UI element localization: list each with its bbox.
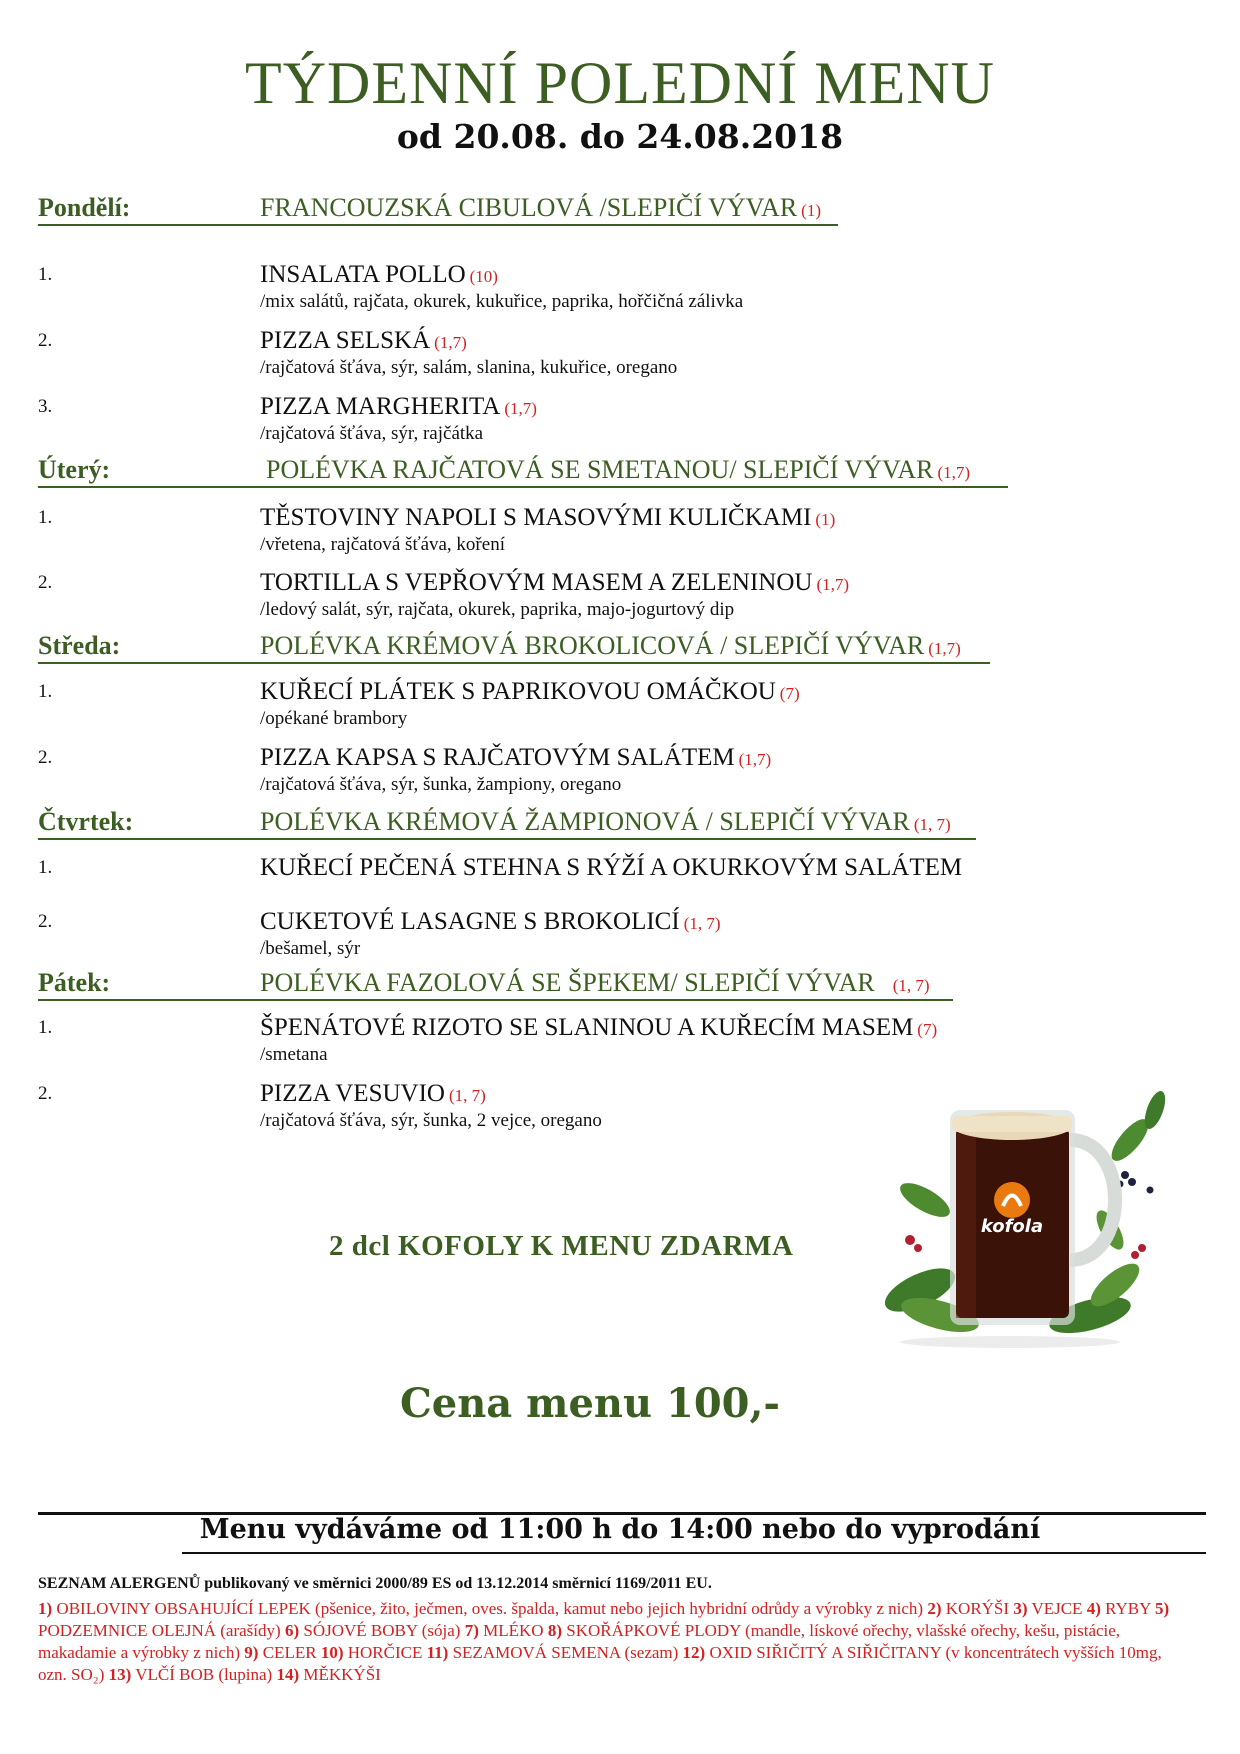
promo-text: 2 dcl KOFOLY K MENU ZDARMA	[329, 1230, 794, 1262]
day-soup: POLÉVKA RAJČATOVÁ SE SMETANOU/ SLEPIČÍ VÝVAR (1,7)	[266, 455, 971, 484]
day-underline	[38, 999, 953, 1001]
soup-allergens: (1,7)	[937, 463, 971, 482]
menu-item	[0, 853, 1240, 909]
item-description: /smetana	[260, 1044, 328, 1065]
allergen-list: 1) OBILOVINY OBSAHUJÍCÍ LEPEK (pšenice, žito, ječmen, oves. špalda, kamut nebo jejich hybridní odrůdy a výrobky z nich) 2) KORÝŠI 3) VEJCE 4) RYBY 5) PODZEMNICE OLEJNÁ (arašídy) 6) SÓJOVÉ BOBY (sója) 7) MLÉKO 8) SKOŘÁPKOVÉ PLODY (mandle, lískové ořechy, vlašské ořechy, kešu, pistácie, makadamie a výrobky z nich) 9) CELER 10) HORČICE 11) SEZAMOVÁ SEMENA (sezam) 12) OXID SIŘIČITÝ A SIŘIČITANY (v koncentrátech vyšších 10mg, ozn. SO₂) 13) VLČÍ BOB (lupina) 14) MĚKKÝŠI	[38, 1599, 1170, 1684]
item-number: 1.	[38, 857, 53, 878]
day-soup: POLÉVKA KRÉMOVÁ BROKOLICOVÁ / SLEPIČÍ VÝVAR (1,7)	[260, 631, 961, 660]
item-name: PIZZA MARGHERITA (1,7)	[260, 393, 537, 420]
item-allergens: (7)	[779, 684, 800, 703]
menu-date-range: od 20.08. do 24.08.2018	[396, 117, 844, 156]
item-name: TĚSTOVINY NAPOLI S MASOVÝMI KULIČKAMI (1)	[260, 504, 836, 531]
item-name: PIZZA SELSKÁ (1,7)	[260, 327, 467, 354]
day-underline	[38, 838, 976, 840]
menu-item	[0, 568, 1240, 624]
item-name: PIZZA KAPSA S RAJČATOVÝM SALÁTEM (1,7)	[260, 744, 772, 771]
item-description: /opékané brambory	[260, 708, 408, 729]
item-number: 2.	[38, 1083, 53, 1104]
item-description: /ledový salát, sýr, rajčata, okurek, paprika, majo-jogurtový dip	[260, 599, 735, 620]
day-underline	[38, 486, 1008, 488]
item-name: INSALATA POLLO (10)	[260, 261, 498, 288]
item-number: 3.	[38, 396, 53, 417]
item-name: KUŘECÍ PEČENÁ STEHNA S RÝŽÍ A OKURKOVÝM SALÁTEM	[260, 854, 963, 881]
menu-item	[0, 907, 1240, 963]
item-allergens: (7)	[917, 1020, 938, 1039]
day-name: Pondělí:	[38, 193, 131, 222]
menu-title: TÝDENNÍ POLEDNÍ MENU	[245, 50, 995, 116]
item-allergens: (10)	[469, 267, 498, 286]
item-number: 2.	[38, 572, 53, 593]
soup-allergens: (1)	[801, 201, 821, 220]
soup-allergens: (1,7)	[928, 639, 961, 658]
day-underline	[38, 224, 838, 226]
item-name: PIZZA VESUVIO (1, 7)	[260, 1080, 486, 1107]
menu-item	[0, 677, 1240, 733]
day-name: Úterý:	[38, 455, 111, 484]
day-header-thursday	[0, 807, 1240, 837]
menu-item	[0, 392, 1240, 448]
day-header-friday	[0, 968, 1240, 998]
menu-item	[0, 1013, 1240, 1069]
menu-item	[0, 743, 1240, 799]
item-allergens: (1, 7)	[683, 914, 721, 933]
menu-item	[0, 326, 1240, 382]
item-description: /rajčatová šťáva, sýr, šunka, žampiony, oregano	[260, 774, 622, 795]
item-description: /vřetena, rajčatová šťáva, koření	[260, 534, 505, 555]
soup-allergens: (1, 7)	[892, 976, 930, 995]
item-allergens: (1, 7)	[448, 1086, 486, 1105]
menu-item	[0, 503, 1240, 559]
item-number: 1.	[38, 264, 53, 285]
item-name: CUKETOVÉ LASAGNE S BROKOLICÍ (1, 7)	[260, 908, 721, 935]
item-number: 2.	[38, 911, 53, 932]
dark-berry-decoration	[1117, 1171, 1154, 1194]
day-soup: FRANCOUZSKÁ CIBULOVÁ /SLEPIČÍ VÝVAR (1)	[260, 193, 821, 222]
day-header-wednesday	[0, 631, 1240, 661]
item-number: 1.	[38, 507, 53, 528]
item-allergens: (1,7)	[434, 333, 467, 352]
item-number: 1.	[38, 1017, 53, 1038]
item-description: /bešamel, sýr	[260, 938, 361, 959]
item-description: /rajčatová šťáva, sýr, salám, slanina, kukuřice, oregano	[260, 357, 678, 378]
item-name: TORTILLA S VEPŘOVÝM MASEM A ZELENINOU (1,7)	[260, 569, 850, 596]
item-description: /mix salátů, rajčata, okurek, kukuřice, paprika, hořčičná zálivka	[260, 291, 744, 312]
day-name: Pátek:	[38, 968, 111, 997]
allergen-list-title: SEZNAM ALERGENŮ publikovaný ve směrnici 2000/89 ES od 13.12.2014 směrnicí 1169/2011 EU.	[38, 1575, 712, 1592]
soup-allergens: (1, 7)	[913, 815, 951, 834]
item-number: 1.	[38, 681, 53, 702]
item-allergens: (1,7)	[816, 575, 850, 594]
day-soup: POLÉVKA FAZOLOVÁ SE ŠPEKEM/ SLEPIČÍ VÝVAR (1, 7)	[260, 968, 930, 997]
day-name: Středa:	[38, 631, 121, 660]
day-underline	[38, 662, 990, 664]
item-allergens: (1,7)	[504, 399, 537, 418]
item-description: /rajčatová šťáva, sýr, šunka, 2 vejce, oregano	[260, 1110, 602, 1131]
item-name: ŠPENÁTOVÉ RIZOTO SE SLANINOU A KUŘECÍM MASEM (7)	[260, 1014, 938, 1041]
item-number: 2.	[38, 747, 53, 768]
item-allergens: (1)	[815, 510, 836, 529]
menu-item	[0, 260, 1240, 316]
kofola-mug-illustration	[880, 1080, 1180, 1350]
day-header-tuesday	[0, 455, 1240, 485]
item-name: KUŘECÍ PLÁTEK S PAPRIKOVOU OMÁČKOU (7)	[260, 678, 800, 705]
menu-price: Cena menu 100,-	[399, 1380, 781, 1427]
item-number: 2.	[38, 330, 53, 351]
svg-text:kofola: kofola	[980, 1216, 1044, 1237]
day-header-monday	[0, 193, 1240, 223]
item-description: /rajčatová šťáva, sýr, rajčátka	[260, 423, 484, 444]
day-name: Čtvrtek:	[38, 807, 134, 836]
day-soup: POLÉVKA KRÉMOVÁ ŽAMPIONOVÁ / SLEPIČÍ VÝVAR (1, 7)	[260, 807, 951, 836]
item-allergens: (1,7)	[738, 750, 772, 769]
serving-hours: Menu vydáváme od 11:00 h do 14:00 nebo do vyprodání	[199, 1514, 1041, 1545]
serving-hours-bottom-rule	[182, 1552, 1206, 1554]
